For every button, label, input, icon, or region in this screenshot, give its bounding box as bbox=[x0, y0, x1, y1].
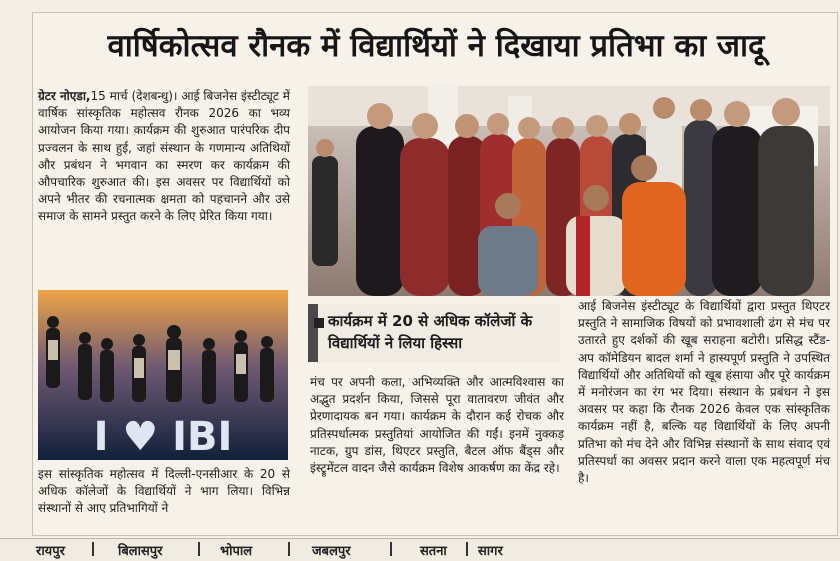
pull-quote bbox=[308, 304, 560, 362]
divider bbox=[466, 542, 468, 556]
pull-quote-text: कार्यक्रम में 20 से अधिक कॉलेजों के विद्यार्थियों ने लिया हिस्सा bbox=[328, 312, 533, 352]
city-name: सतना bbox=[420, 544, 447, 559]
dateline: ग्रेटर नोएडा, bbox=[38, 89, 91, 103]
article-middle: मंच पर अपनी कला, अभिव्यक्ति और आत्मविश्वास का अद्भुत प्रदर्शन किया, जिससे पूरा वातावरण जीवंत और प्रेरणादायक बन गया। कार्यक्रम के दौरान कई रोचक और प्रतिस्पर्धात्मक प्रस्तुतियां आयोजित की गईं। इनमें नुक्कड़ नाटक, ग्रुप डांस, थिएटर प्रस्तुति, बैटल ऑफ बैंड्स और इंस्ट्रूमेंटल वादन जैसे कार्यक्रम विशेष आकर्षण का केंद्र रहे। bbox=[310, 375, 564, 476]
article-left-bottom: इस सांस्कृतिक महोत्सव में दिल्ली-एनसीआर के 20 से अधिक कॉलेजों के विद्यार्थियों ने भाग लिया। विभिन्न संस्थानों से आए प्रतिभागियों ने bbox=[38, 467, 290, 516]
article-intro bbox=[38, 88, 290, 226]
article-right: आई बिजनेस इंस्टीट्यूट के विद्यार्थियों द्वारा प्रस्तुत थिएटर प्रस्तुति ने सामाजिक विषयों को प्रभावशाली ढंग से मंच पर उतारते हुए दर्शकों की खूब सराहना बटोरी। प्रसिद्ध स्टैंड-अप कॉमेडियन बादल शर्मा ने हास्यपूर्ण प्रस्तुति ने उपस्थित विद्यार्थियों और अतिथियों को खूब हंसाया और पूरे कार्यक्रम में मनोरंजन का रंग भर दिया। संस्थान के प्रबंधन ने इस अवसर पर कहा कि रौनक 2026 केवल एक सांस्कृतिक कार्यक्रम नहीं है, बल्कि यह विद्यार्थियों के लिए अपनी प्रतिभा को मंच देने और विभिन्न संस्थानों के साथ संवाद एवं प्रतिस्पर्धा का अवसर प्रदान करने वाला एक महत्वपूर्ण मंच है। bbox=[578, 299, 830, 486]
dance-photo bbox=[38, 290, 288, 460]
city-name: सागर bbox=[478, 544, 503, 559]
square-bullet-icon bbox=[314, 318, 324, 328]
divider bbox=[198, 542, 200, 556]
divider bbox=[288, 542, 290, 556]
divider bbox=[390, 542, 392, 556]
stage-sign: I ♥ IBI bbox=[93, 414, 233, 460]
intro-text: 15 मार्च (देशबन्धु)। आई बिजनेस इंस्टीट्यूट में वार्षिक सांस्कृतिक महोत्सव रौनक 2026 का भव्य आयोजन किया गया। कार्यक्रम की शुरुआत पारंपरिक दीप प्रज्वलन के साथ हुई, जहां संस्थान के गणमान्य अतिथियों और प्रबंधन ने भगवान का स्मरण कर कार्यक्रम की औपचारिक शुरुआत की। इस अवसर पर विद्यार्थियों को अपने भीतर की रचनात्मक क्षमता को पहचानने और उसे समाज के सामने प्रस्तुत करने के लिए प्रेरित किया गया। bbox=[38, 89, 290, 224]
group-photo bbox=[308, 86, 830, 296]
dance-photo-illustration bbox=[38, 290, 288, 460]
city-name: बिलासपुर bbox=[118, 544, 163, 559]
city-name: रायपुर bbox=[36, 544, 65, 559]
group-photo-illustration bbox=[308, 86, 830, 296]
divider bbox=[92, 542, 94, 556]
city-name: जबलपुर bbox=[312, 544, 351, 559]
city-name: भोपाल bbox=[220, 544, 253, 559]
article-headline: वार्षिकोत्सव रौनक में विद्यार्थियों ने दिखाया प्रतिभा का जादू bbox=[107, 28, 765, 64]
